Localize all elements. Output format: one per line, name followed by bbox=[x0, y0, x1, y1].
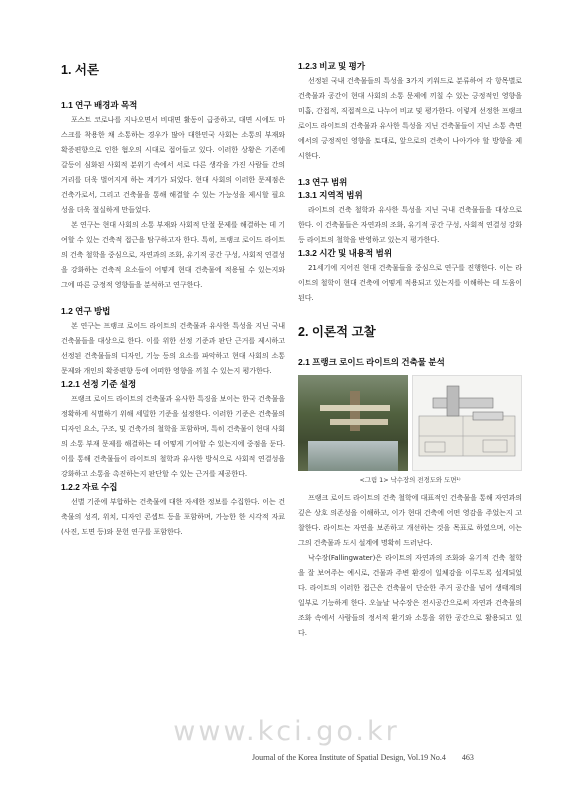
journal-name: Journal of the Korea Institute of Spatial Design, Vol.19 No.4 bbox=[252, 753, 446, 762]
section-2-heading: 2. 이론적 고찰 bbox=[298, 325, 376, 339]
fallingwater-photo bbox=[298, 375, 408, 471]
subsection-1-3-2-heading: 1.3.2 시간 및 내용적 범위 bbox=[298, 248, 393, 258]
fallingwater-drawing bbox=[412, 375, 522, 471]
paragraph: 프랭크 로이드 라이트의 건축 철학에 대표적인 건축물을 통해 자연과의 깊은 상호 의존성을 이해하고, 이가 현대 건축에 어떤 영감을 주었는지 고찰한다. 라이트는 자연을 보존하고 개선하는 것을 목표로 하였으며, 이는 그의 건축물과 도시 설계에 명확히 드러난다. bbox=[298, 493, 522, 547]
paragraph: 프랭크 로이드 라이트의 건축물과 유사한 특징을 보이는 한국 건축물을 정확하게 식별하기 위해 세밀한 기준을 설정한다. 이러한 기준은 건축물의 디자인 요소, 구조, 및 건축가의 철학을 포함하며, 특히 건축물이 현대 사회의 소통 부재 문제를 해결하는 데 어떻게 기여할 수 있는지에 중점을 둔다. 이를 통해 건축물들이 라이트의 철학과 유사한 방식으로 사회적 연결성을 강화하고 소통을 촉진하는지 판단할 수 있는 근거를 제공한다. bbox=[61, 394, 285, 478]
figure-caption: <그림 1> 낙수장의 전경도와 도면¹⁾ bbox=[359, 476, 461, 484]
subsection-1-3-heading: 1.3 연구 범위 bbox=[298, 177, 348, 187]
subsection-1-3-1-heading: 1.3.1 지역적 범위 bbox=[298, 190, 363, 200]
subsection-1-2-2-heading: 1.2.2 자료 수집 bbox=[61, 482, 118, 492]
left-column bbox=[61, 60, 285, 539]
watermark: www.kci.go.kr bbox=[173, 716, 400, 747]
paragraph: 포스트 코로나를 지나오면서 비대면 활동이 급증하고, 대면 시에도 마스크를 착용한 채 소통하는 경우가 많아 대한민국 사회는 소통의 부재와 확증편향으로 인한 혐오의 시대로 접어들고 있다. 이러한 상황은 기존에 갈등이 심화된 사회적 분위기 속에서 서로 다른 생각을 가진 사람들 간의 거리를 더욱 벌어지게 하는 계기가 되었다. 현대 사회의 이러한 문제점은 건축가로서, 그리고 건축물을 통해 해결할 수 있는 가능성을 제시할 필요성을 더욱 절실하게 만들었다. bbox=[61, 115, 285, 214]
paragraph: 본 연구는 프랭크 로이드 라이트의 건축물과 유사한 특성을 지닌 국내 건축물들을 대상으로 한다. 이를 위한 선정 기준과 판단 근거를 제시하고 선정된 건축물들의 디자인, 기능 등의 요소를 파악하고 현대 사회의 소통 문제와 개인의 확증편향 등에 어떠한 영향을 끼칠 수 있는지 평가한다. bbox=[61, 321, 285, 375]
page-number: 463 bbox=[461, 753, 474, 762]
subsection-1-1-heading: 1.1 연구 배경과 목적 bbox=[61, 100, 138, 110]
subsection-2-1-heading: 2.1 프랭크 로이드 라이트의 건축물 분석 bbox=[298, 357, 445, 367]
page-footer bbox=[252, 753, 474, 762]
subsection-1-2-3-heading: 1.2.3 비교 및 평가 bbox=[298, 61, 366, 71]
paragraph: 라이트의 건축 철학과 유사한 특성을 지닌 국내 건축물들을 대상으로 한다. 이 건축물들은 자연과의 조화, 유기적 공간 구성, 사회적 연결성 강화 등 라이트의 철학을 반영하고 있는지 평가한다. bbox=[298, 205, 522, 244]
paragraph: 낙수장(Fallingwater)은 라이트의 자연과의 조화와 유기적 건축 철학을 잘 보여주는 예시로, 건물과 주변 환경이 일체감을 이루도록 설계되었다. 라이트의 이러한 접근은 건축물이 단순한 주거 공간을 넘어 생태계의 일부로 기능하게 한다. 오늘날 낙수장은 전시공간으로써 자연과 건축물의 조화 속에서 사람들의 정서적 환기와 소통을 위한 공간으로 활용되고 있다. bbox=[298, 553, 522, 637]
paragraph: 선별 기준에 부합하는 건축물에 대한 자세한 정보를 수집한다. 이는 건축물의 성격, 위치, 디자인 콘셉트 등을 포함하며, 가능한 한 시각적 자료(사진, 도면 등)와 문헌 연구를 포함한다. bbox=[61, 497, 285, 536]
right-column bbox=[298, 60, 522, 640]
section-1-heading: 1. 서론 bbox=[61, 63, 100, 77]
paragraph: 선정된 국내 건축물들의 특성을 3가지 키워드로 분류하여 각 항목별로 건축물과 공간이 현대 사회의 소통 문제에 끼칠 수 있는 긍정적인 영향을 미흡, 간접적, 직접적으로 나누어 비교 및 평가한다. 이렇게 선정한 프랭크 로이드 라이트의 건축물과 유사한 특성을 지닌 건축물들이 지닌 소통 측면에서의 긍정적인 영향을 토대로, 앞으로의 건축이 나아가야 할 방향을 제시한다. bbox=[298, 76, 522, 160]
subsection-1-2-heading: 1.2 연구 방법 bbox=[61, 306, 111, 316]
figure-1 bbox=[298, 375, 522, 471]
paragraph: 21세기에 지어진 현대 건축물들을 중심으로 연구를 진행한다. 이는 라이트의 철학이 현대 건축에 어떻게 적용되고 있는지를 이해하는 데 도움이 된다. bbox=[298, 263, 522, 302]
paragraph: 본 연구는 현대 사회의 소통 부재와 사회적 단절 문제를 해결하는 데 기여할 수 있는 건축적 접근을 탐구하고자 한다. 특히, 프랭크 로이드 라이트의 건축 철학을 중심으로, 자연과의 조화, 유기적 공간 구성, 사회적 연결성을 강화하는 건축적 요소들이 어떻게 현대 건축물에 적용될 수 있는지와 그에 따른 긍정적 영향들을 분석하고 연구한다. bbox=[61, 220, 285, 289]
subsection-1-2-1-heading: 1.2.1 선정 기준 설정 bbox=[61, 379, 137, 389]
